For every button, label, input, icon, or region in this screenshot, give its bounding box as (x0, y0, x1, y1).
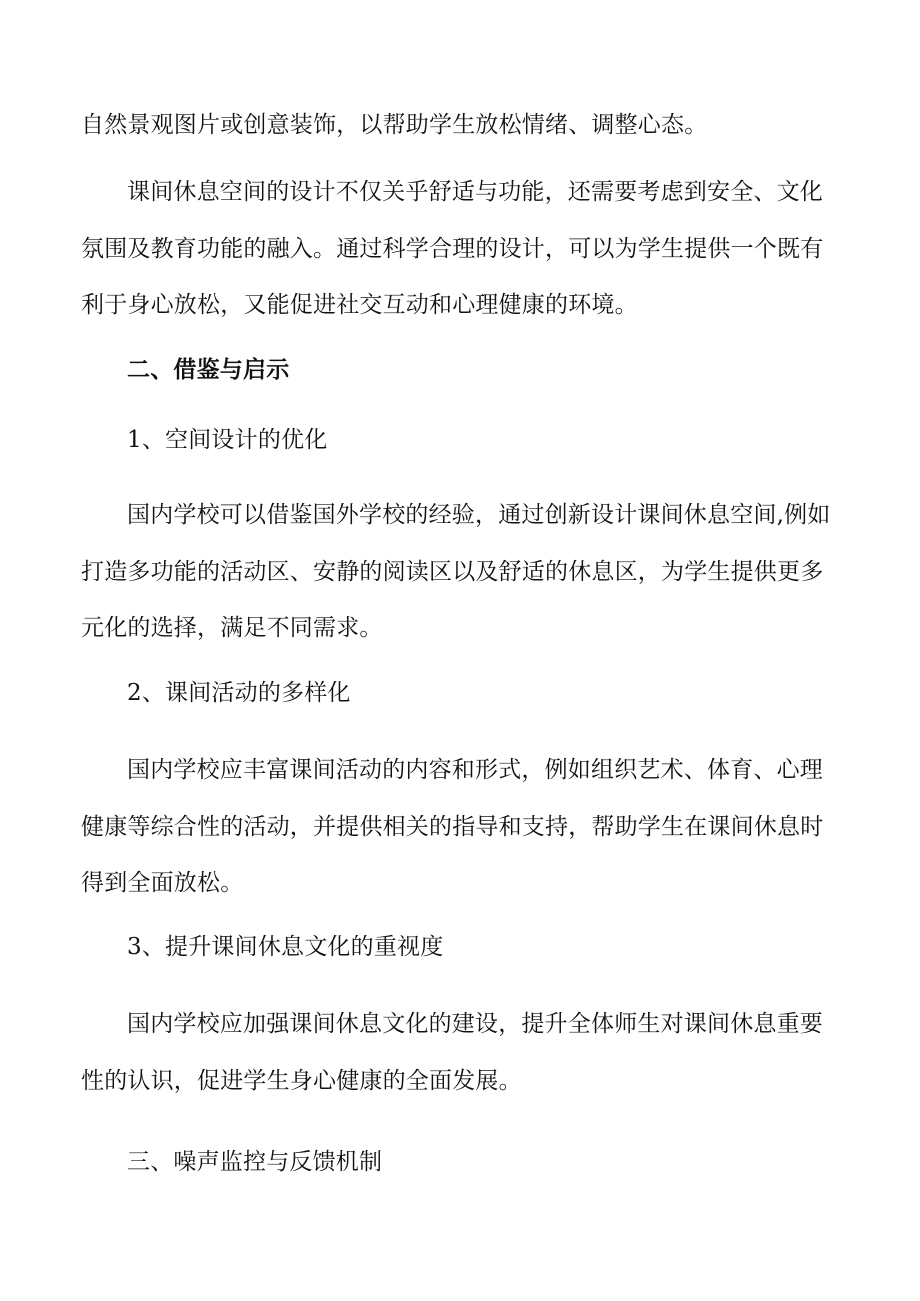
paragraph-continuation: 自然景观图片或创意装饰，以帮助学生放松情绪、调整心态。 (81, 112, 708, 138)
section-heading-2: 二、借鉴与启示 (127, 356, 290, 383)
paragraph-culture-importance: 国内学校应加强课间休息文化的建设，提升全体师生对课间休息重要性的认识，促进学生身心健康的全面发展。 (81, 1011, 823, 1094)
paragraph-rest-space-design: 课间休息空间的设计不仅关乎舒适与功能，还需要考虑到安全、文化氛围及教育功能的融入。通过科学合理的设计，可以为学生提供一个既有利于身心放松，又能促进社交互动和心理健康的环境。 (81, 179, 824, 318)
subheading-1: 1、空间设计的优化 (127, 427, 328, 453)
paragraph-activity-diversity: 国内学校应丰富课间活动的内容和形式，例如组织艺术、体育、心理健康等综合性的活动，并提供相关的指导和支持，帮助学生在课间休息时得到全面放松。 (81, 757, 824, 896)
subheading-3: 3、提升课间休息文化的重视度 (127, 934, 444, 960)
paragraph-space-optimization: 国内学校可以借鉴国外学校的经验，通过创新设计课间休息空间,例如打造多功能的活动区、安静的阅读区以及舒适的休息区，为学生提供更多元化的选择，满足不同需求。 (81, 502, 831, 641)
subheading-2: 2、课间活动的多样化 (127, 680, 351, 706)
section-heading-3: 三、噪声监控与反馈机制 (127, 1149, 383, 1175)
